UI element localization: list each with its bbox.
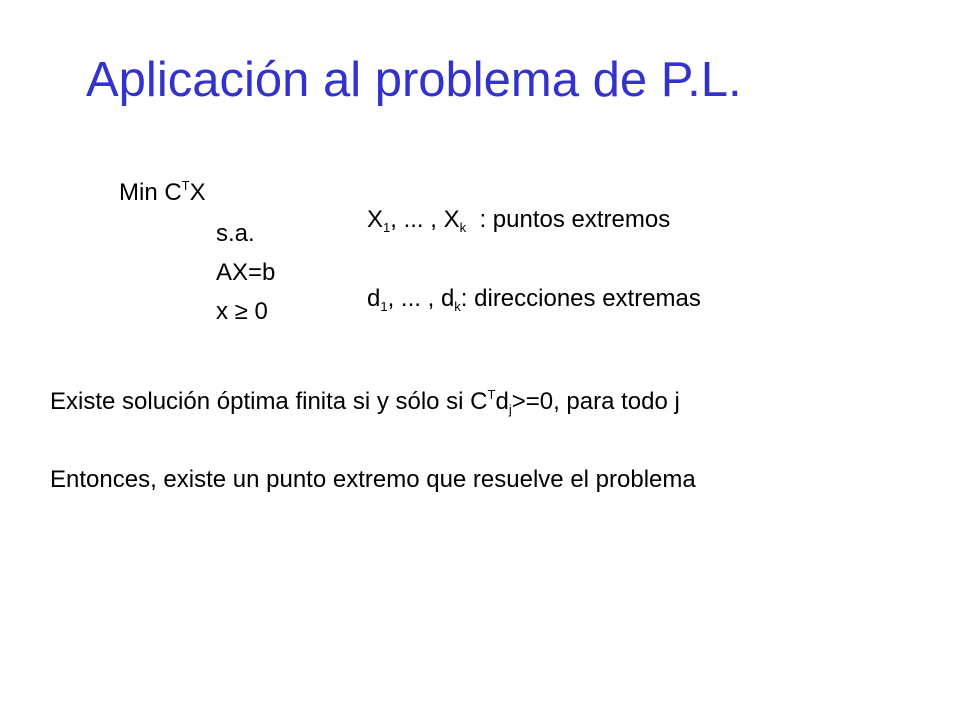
extreme-point-first-subscript: 1	[383, 220, 391, 235]
slide-title: Aplicación al problema de P.L.	[86, 53, 742, 107]
extreme-directions-line	[367, 285, 701, 314]
extreme-point-last-subscript: k	[459, 220, 467, 235]
nonnegativity-constraint: x ≥ 0	[216, 298, 268, 325]
theorem-direction-subscript: j	[508, 402, 512, 417]
transpose-superscript: T	[181, 178, 190, 193]
objective-function	[119, 179, 206, 208]
extreme-point-ellipsis: , ... , X	[390, 206, 460, 233]
theorem-transpose-superscript: T	[487, 387, 496, 402]
theorem-prefix: Existe solución óptima finita si y sólo si C	[50, 388, 488, 415]
extreme-points-label: : puntos extremos	[466, 206, 671, 233]
theorem-direction: d	[495, 388, 509, 415]
subject-to-label: s.a.	[216, 220, 255, 247]
theorem-suffix: >=0, para todo j	[511, 388, 680, 415]
conclusion-text: Entonces, existe un punto extremo que resuelve el problema	[50, 466, 696, 493]
optimality-theorem	[50, 388, 680, 417]
objective-prefix: Min C	[119, 179, 182, 206]
extreme-direction-d: d	[367, 285, 381, 312]
extreme-direction-first-subscript: 1	[380, 299, 388, 314]
extreme-point-x: X	[367, 206, 384, 233]
equality-constraint: AX=b	[216, 259, 276, 286]
extreme-direction-ellipsis: , ... , d	[387, 285, 455, 312]
objective-suffix: X	[189, 179, 206, 206]
extreme-points-line	[367, 206, 670, 235]
extreme-directions-label: : direcciones extremas	[460, 285, 701, 312]
extreme-direction-last-subscript: k	[454, 299, 461, 314]
